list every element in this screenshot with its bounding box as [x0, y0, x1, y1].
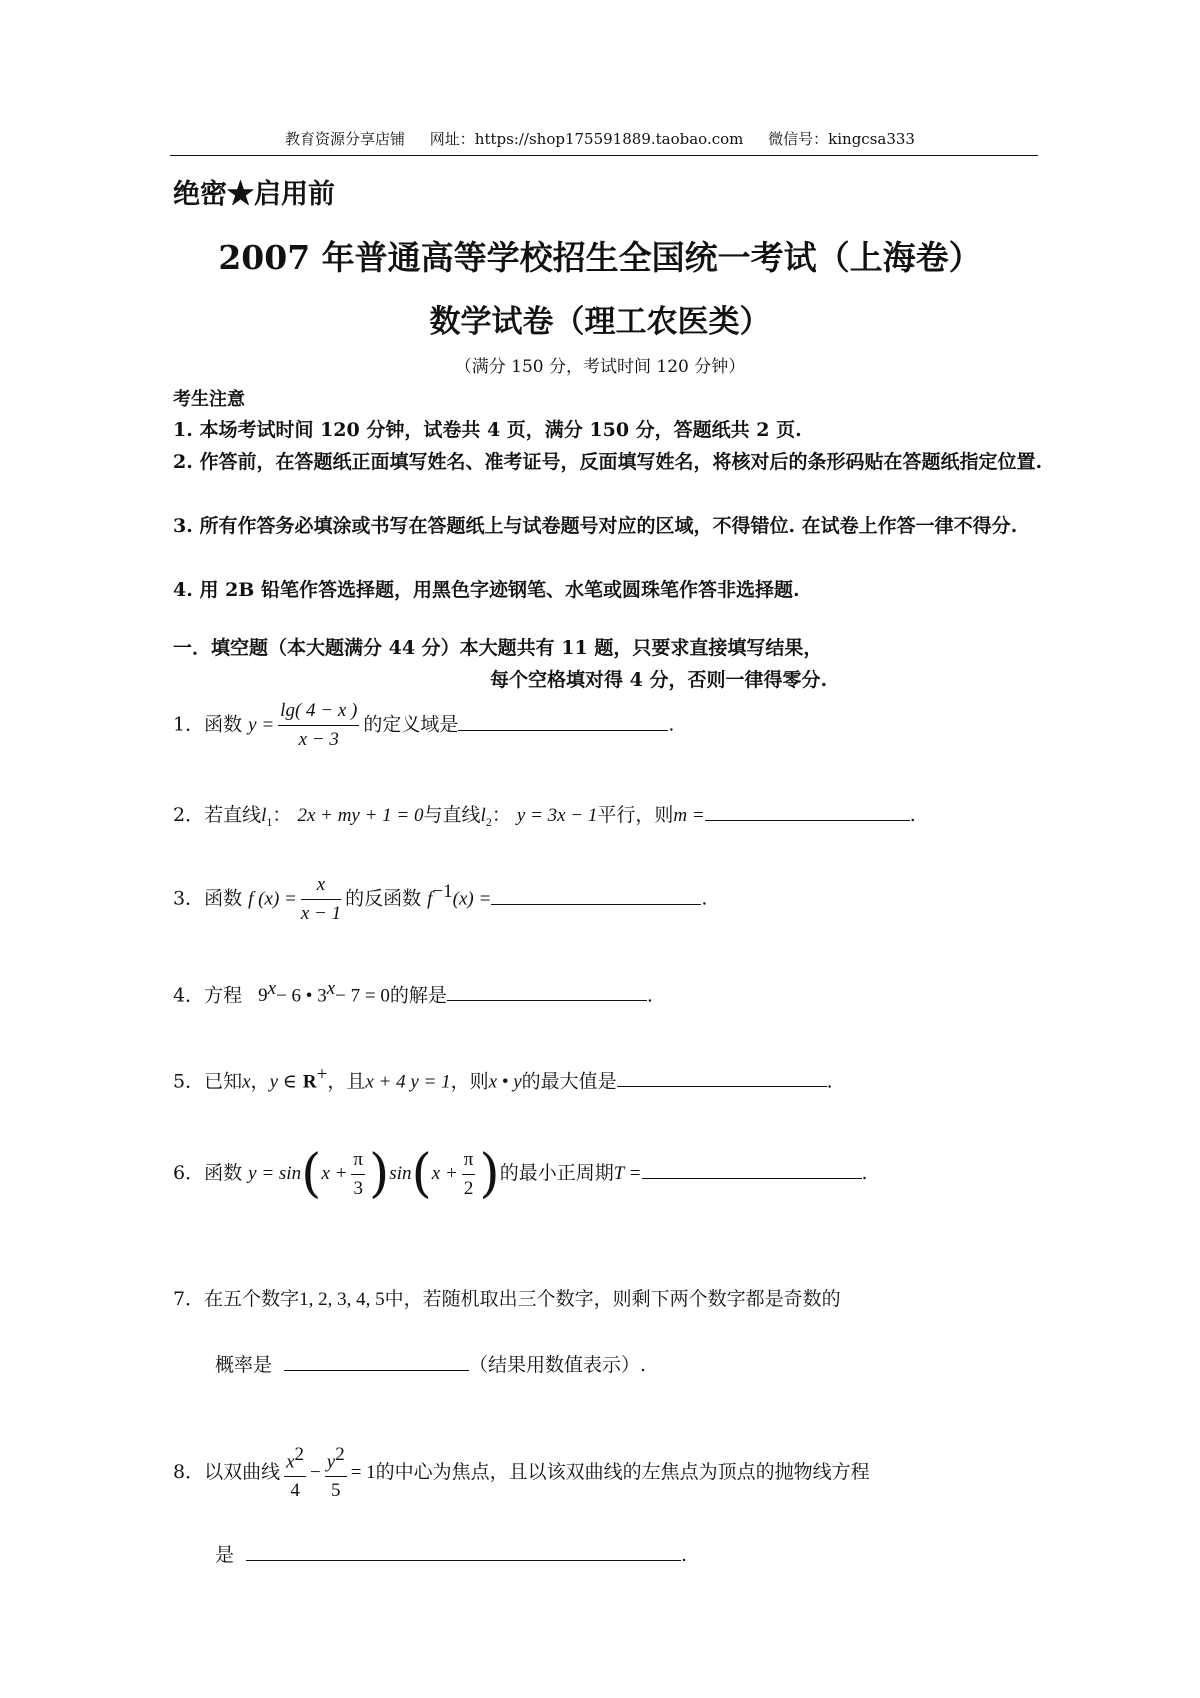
question-text: 函数: [204, 1162, 243, 1184]
answer-blank[interactable]: [491, 886, 701, 905]
question-1: 1．函数 y = $\frac{\lg( 4 - x )}{x - 3}$ 的定义域是 .: [173, 700, 675, 750]
question-6: 6．函数 y = sin(x + $\frac{\pi}{3}$ )sin(x + $\frac{\pi}{2}$ )的最小正周期T = .: [173, 1144, 868, 1204]
question-text: 的反函数: [345, 887, 422, 910]
math-expr: 2x + my + 1 = 0: [297, 805, 424, 826]
question-number: 3．: [173, 887, 205, 910]
fraction: $\frac{y^2}{5}$: [326, 1444, 345, 1502]
section-heading: 一．填空题（本大题满分 44 分）本大题共有 11 题，只要求直接填写结果，: [173, 637, 823, 659]
page-header: [170, 128, 1030, 149]
answer-blank[interactable]: [617, 1068, 827, 1087]
fraction: $\frac{\pi}{3}$: [353, 1148, 363, 1199]
question-5: 5．已知x，y ∈ R+，且x + 4 y = 1，则x • y的最大值是 .: [173, 1064, 833, 1093]
question-text: 与直线: [423, 804, 481, 826]
header-rule: [170, 155, 1038, 156]
question-number: 7．: [173, 1288, 205, 1310]
question-text: 若直线: [204, 804, 262, 826]
question-7: 7．在五个数字1, 2, 3, 4, 5中，若随机取出三个数字，则剩下两个数字都是奇数的: [173, 1288, 841, 1310]
secret-label: 绝密★启用前: [173, 179, 335, 210]
note-item: 2. 作答前，在答题纸正面填写姓名、准考证号，反面填写姓名，将核对后的条形码贴在答题纸指定位置.: [173, 451, 1043, 473]
score-line: （满分 150 分，考试时间 120 分钟）: [454, 357, 746, 377]
math-expr: y =: [248, 714, 275, 736]
note-item: 1. 本场考试时间 120 分钟，试卷共 4 页，满分 150 分，答题纸共 2 页.: [173, 419, 802, 441]
question-8: 8．以双曲线 $\frac{x^2}{4}$ − $\frac{y^2}{5}$ = 1的中心为焦点，且以该双曲线的左焦点为顶点的抛物线方程: [173, 1444, 870, 1502]
question-text: 的解是: [389, 984, 447, 1007]
question-number: 1．: [173, 713, 205, 736]
math-expr: y = 3x − 1: [516, 805, 598, 826]
question-number: 4．: [173, 984, 205, 1007]
question-text: 的中心为焦点，且以该双曲线的左焦点为顶点的抛物线方程: [375, 1461, 870, 1484]
question-2: 2．若直线$l_1$： 2x + my + 1 = 0与直线$l_2$： y = 3x − 1平行，则m = .: [173, 804, 916, 829]
answer-blank[interactable]: [246, 1542, 681, 1561]
exam-title: 2007 年普通高等学校招生全国统一考试（上海卷）: [218, 238, 982, 277]
question-number: 2．: [173, 804, 205, 826]
question-7-cont: 概率是 （结果用数值表示）.: [215, 1354, 647, 1376]
question-8-cont: 是 .: [215, 1544, 688, 1566]
math-expr: y = sin: [248, 1163, 302, 1184]
header-shop: 教育资源分享店铺: [285, 130, 406, 148]
question-text: 中，若随机取出三个数字，则剩下两个数字都是奇数的: [384, 1288, 841, 1310]
question-text: 的最大值是: [521, 1070, 617, 1093]
question-text: 方程: [204, 984, 243, 1007]
question-text: 函数: [204, 713, 243, 736]
question-text: ，且: [327, 1070, 366, 1093]
section-heading-cont: 每个空格填对得 4 分，否则一律得零分.: [490, 669, 828, 691]
answer-blank[interactable]: [447, 982, 647, 1001]
fraction: $\frac{\lg( 4 - x )}{x - 3}$: [280, 700, 358, 750]
question-number: 6．: [173, 1162, 205, 1184]
question-text: 以双曲线: [204, 1461, 281, 1484]
question-number: 5．: [173, 1070, 205, 1093]
note-item: 4. 用 2B 铅笔作答选择题，用黑色字迹钢笔、水笔或圆珠笔作答非选择题.: [173, 579, 800, 601]
notes-title: 考生注意: [173, 389, 245, 410]
fraction: $\frac{\pi}{2}$: [463, 1148, 474, 1199]
fraction: $\frac{x}{x - 1}$: [300, 874, 342, 924]
fraction: $\frac{x^2}{4}$: [286, 1444, 305, 1502]
question-text: 已知: [204, 1070, 243, 1093]
answer-blank[interactable]: [705, 802, 910, 821]
answer-blank[interactable]: [458, 712, 668, 731]
question-4: 4．方程 $9^x- 6$ • $3^x- 7 = 0$的解是 .: [173, 978, 653, 1007]
question-text: 函数: [204, 887, 243, 910]
math-expr: f (x) =: [248, 888, 297, 910]
question-3: 3．函数 f (x) = $\frac{x}{x - 1}$ 的反函数 $f^{-1}(x)$ = .: [173, 874, 708, 924]
question-number: 8．: [173, 1461, 205, 1484]
header-url: 网址：https://shop175591889.taobao.com: [429, 130, 744, 148]
question-text: 的最小正周期: [499, 1162, 614, 1184]
header-wechat: 微信号：kingcsa333: [768, 130, 915, 148]
question-text: 平行，则: [597, 804, 674, 826]
answer-blank[interactable]: [284, 1352, 469, 1371]
question-text: 在五个数字: [204, 1288, 300, 1310]
question-text: 的定义域是: [363, 713, 459, 736]
note-item: 3. 所有作答务必填涂或书写在答题纸上与试卷题号对应的区域，不得错位. 在试卷上作答一律不得分.: [173, 515, 1018, 537]
answer-blank[interactable]: [642, 1160, 862, 1179]
exam-subtitle: 数学试卷（理工农医类）: [429, 304, 771, 340]
